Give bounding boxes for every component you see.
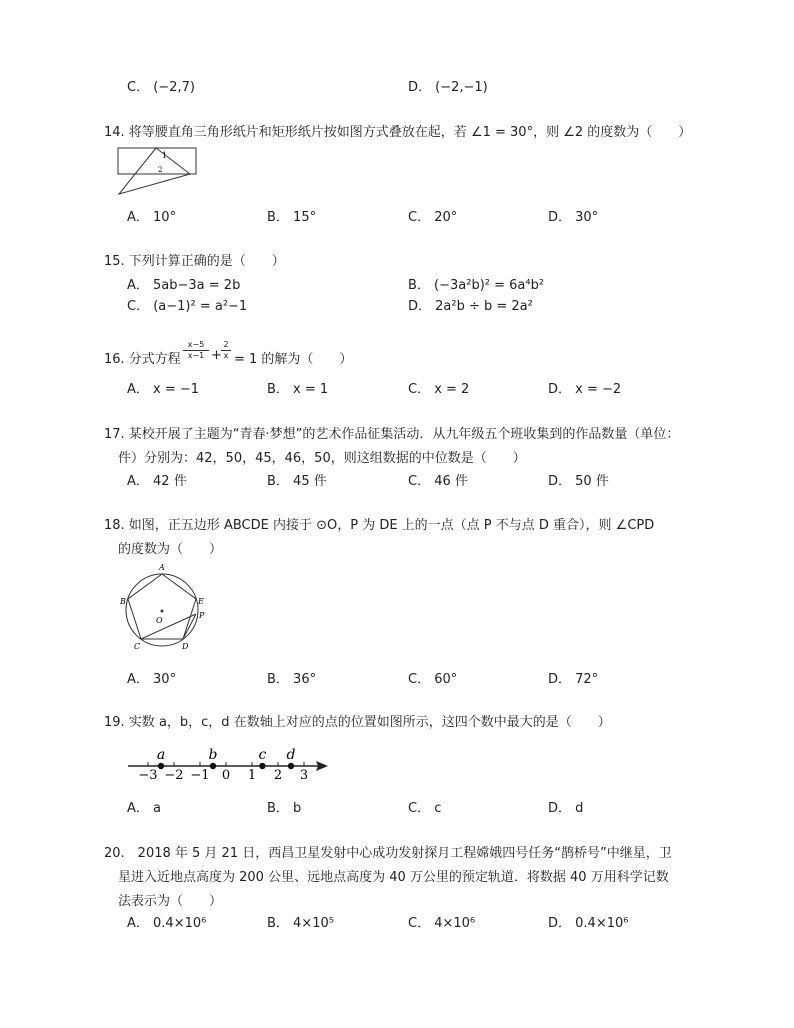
q19-stem: 19. 实数 a，b，c，d 在数轴上对应的点的位置如图所示，这四个数中最大的是（ ） (104, 715, 611, 730)
q15-option-a: A． 5ab−3a = 2b (127, 278, 241, 293)
q14-option-c: C． 20° (408, 210, 458, 225)
q20-option-d: D． 0.4×10⁶ (548, 916, 629, 931)
q18-figure (118, 564, 210, 652)
q16-stem-post: = 1 的解为（ ） (234, 352, 353, 367)
q19-tick-label: 3 (299, 768, 309, 783)
q14-stem: 14. 将等腰直角三角形纸片和矩形纸片按如图方式叠放在起，若 ∠1 = 30°，则 ∠2 的度数为（ ） (104, 125, 692, 140)
q17-option-a: A． 42 件 (127, 474, 187, 489)
q16-frac1-denominator: x−1 (187, 351, 205, 360)
q16-frac2-denominator: x (223, 351, 229, 360)
q18-option-c: C． 60° (408, 672, 458, 687)
q20-stem-line2: 星进入近地点高度为 200 公里、远地点高度为 40 万公里的预定轨道．将数据 40 万用科学记数 (118, 870, 669, 885)
q17-option-d: D． 50 件 (548, 474, 609, 489)
q18-option-b: B． 36° (267, 672, 317, 687)
q19-point-label-c: c (258, 747, 267, 763)
q19-tick-label: −2 (164, 768, 184, 783)
q19-option-c: C． c (408, 801, 442, 816)
q18-label-e: E (198, 597, 204, 606)
q18-option-d: D． 72° (548, 672, 599, 687)
q13-option-c: C． (−2,7) (127, 80, 195, 95)
q15-option-b: B． (−3a²b)² = 6a⁴b² (408, 278, 545, 293)
q14-figure (116, 146, 198, 194)
q18-label-b: B (120, 597, 126, 606)
q18-stem-line2: 的度数为（ ） (118, 542, 223, 557)
q19-tick-label: 2 (273, 768, 283, 783)
q14-option-b: B． 15° (267, 210, 317, 225)
q18-option-a: A． 30° (127, 672, 177, 687)
q15-stem: 15. 下列计算正确的是（ ） (104, 254, 285, 269)
q17-option-c: C． 46 件 (408, 474, 468, 489)
q16-option-d: D． x = −2 (548, 382, 622, 397)
q16-plus: + (211, 348, 222, 363)
q19-point-b (210, 763, 216, 769)
q19-point-label-a: a (156, 747, 166, 763)
q19-option-a: A． a (127, 801, 161, 816)
q19-point-c (259, 763, 265, 769)
q20-stem-line1: 20. 2018 年 5 月 21 日，西昌卫星发射中心成功发射探月工程嫦娥四号任务“鹊桥号”中继星，卫 (104, 846, 672, 861)
q18-label-a: A (159, 563, 165, 572)
q18-label-c: C (134, 642, 141, 651)
q20-option-a: A． 0.4×10⁶ (127, 916, 207, 931)
q19-point-a (158, 763, 164, 769)
q19-tick-label: −3 (138, 768, 158, 783)
q20-stem-line3: 法表示为（ ） (118, 894, 223, 909)
q16-option-c: C． x = 2 (408, 382, 470, 397)
q16-frac1-numerator: x−5 (183, 340, 209, 351)
q19-tick-label: 1 (247, 768, 257, 783)
q15-option-d: D． 2a²b ÷ b = 2a² (408, 299, 533, 314)
q15-option-c: C． (a−1)² = a²−1 (127, 299, 248, 314)
q18-label-d: D (182, 642, 189, 651)
q19-tick-label: 0 (221, 768, 231, 783)
q19-number-line (120, 738, 330, 783)
q16-option-a: A． x = −1 (127, 382, 200, 397)
q19-point-d (288, 763, 294, 769)
q14-option-d: D． 30° (548, 210, 599, 225)
q14-angle1-label: 1 (162, 151, 168, 160)
q14-option-a: A． 10° (127, 210, 177, 225)
q17-option-b: B． 45 件 (267, 474, 327, 489)
q16-option-b: B． x = 1 (267, 382, 329, 397)
q18-label-p: P (199, 611, 205, 620)
q18-label-o: O (156, 616, 163, 625)
q16-frac2-numerator: 2 (221, 340, 231, 351)
q19-point-label-b: b (208, 747, 218, 763)
q16-fraction-1 (183, 340, 209, 361)
q19-option-d: D． d (548, 801, 584, 816)
q17-stem-line1: 17. 某校开展了主题为“青春·梦想”的艺术作品征集活动．从九年级五个班收集到的作品数量（单位： (104, 427, 680, 442)
q19-option-b: B． b (267, 801, 302, 816)
q19-point-label-d: d (286, 747, 296, 763)
q16-fraction-2 (221, 340, 231, 361)
q18-stem-line1: 18. 如图，正五边形 ABCDE 内接于 ⊙O，P 为 DE 上的一点（点 P 不与点 D 重合），则 ∠CPD (104, 518, 655, 533)
q17-stem-line2: 件）分别为：42，50，45，46，50，则这组数据的中位数是（ ） (118, 451, 526, 466)
q19-tick-label: −1 (190, 768, 210, 783)
q20-option-b: B． 4×10⁵ (267, 916, 334, 931)
q16-stem-pre: 16. 分式方程 (104, 352, 181, 367)
q20-option-c: C． 4×10⁶ (408, 916, 476, 931)
q14-angle2-label: 2 (158, 166, 163, 174)
q13-option-d: D． (−2,−1) (408, 80, 488, 95)
